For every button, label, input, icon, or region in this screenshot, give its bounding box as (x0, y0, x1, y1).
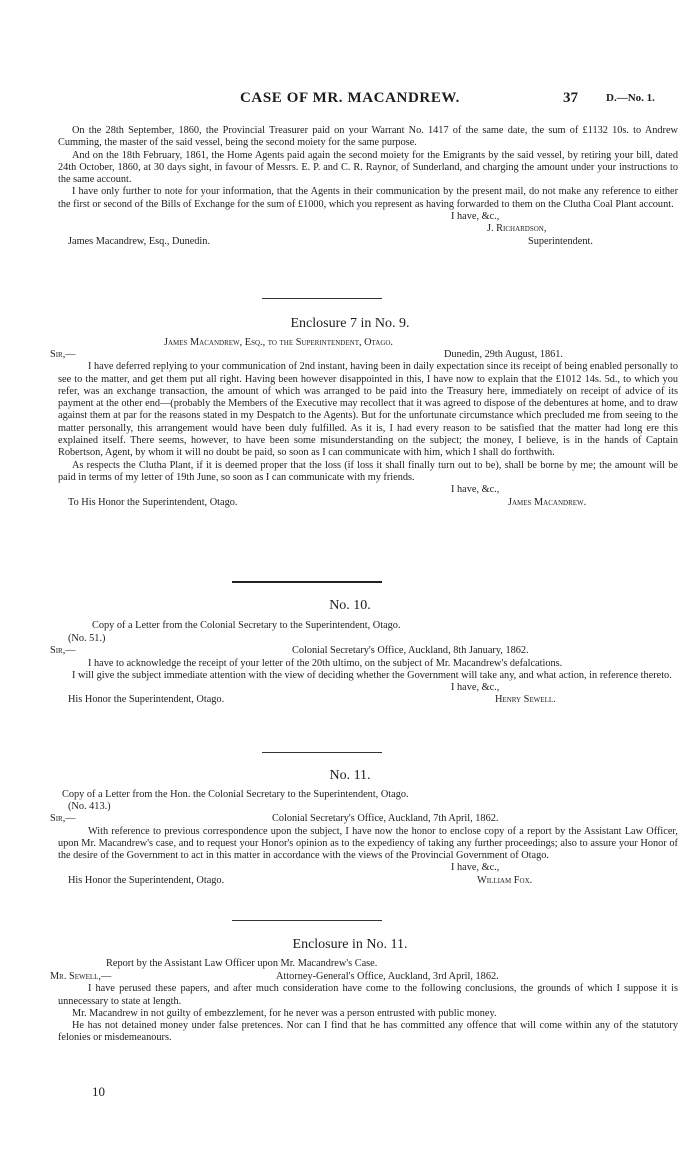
title-line: Copy of a Letter from the Hon. the Colonial Secretary to the Superintendent, Otago. (62, 789, 409, 800)
place-date: Attorney-General's Office, Auckland, 3rd April, 1862. (276, 971, 499, 982)
section-subtitle (58, 789, 682, 800)
salutation-row (50, 349, 678, 361)
paragraph: I have deferred replying to your communication of 2nd instant, having been in daily expectation since its receipt of being enabled personally to see to the matter, and get them put all right. Having been however disappointed in this, I have now to explain that the £1012 14s. 5d., to which you refer, was an exchange transaction, the amount of which was arranged to be paid into the Treasury here, immediately on receipt of advice of its payment at the other end—(probably the Members of the Executive may recollect that it was agreed to dispose of the debentures at home, and to draw against them at par for the reasons stated in my Despatch to the Agents). But for the unfortunate circumstance which precluded me from seeing to the matter personally, this arrangement would have been duly fulfilled. As it is, I had every reason to be satisfied that the matter had long ere this explained itself. There seems, however, to have been some misunderstanding on the subject; the money, I believe, is in the hands of Captain Robertson, Agent, by whom it will no doubt be paid, so soon as I can communicate with him, which I shall do forthwith. (58, 361, 678, 459)
enclosure-7-letter (50, 349, 678, 509)
signature: Henry Sewell. (495, 694, 556, 706)
place-date: Dunedin, 29th August, 1861. (444, 349, 563, 360)
page-title: CASE OF MR. MACANDREW. (239, 90, 460, 106)
paragraph: As respects the Clutha Plant, if it is deemed proper that the loss (if loss it shall finally turn out to be), shall be borne by me; the amount will be paid in terms of my letter of 19th June, so soon as I can communicate with my friends. (58, 459, 678, 483)
salutation-row (50, 645, 678, 657)
addressee-row (58, 875, 678, 887)
section-heading: No. 10. (329, 598, 371, 613)
divider (232, 581, 382, 583)
section-heading: Enclosure 7 in No. 9. (290, 316, 410, 331)
signature: James Macandrew. (508, 496, 587, 508)
letter-ref: (No. 413.) (68, 801, 111, 812)
ref-row (58, 801, 678, 813)
closing-row (58, 682, 678, 694)
addressee: His Honor the Superintendent, Otago. (68, 874, 225, 886)
title-line: Report by the Assistant Law Officer upon Mr. Macandrew's Case. (106, 958, 378, 969)
closing: I have, &c., (451, 211, 500, 223)
paragraph: On the 28th September, 1860, the Provincial Treasurer paid on your Warrant No. 1417 of the same date, the sum of £1132 10s. to Andrew Cumming, the master of the said vessel, being the second moiety for the same purpose. (58, 125, 678, 149)
section-subtitle: James Macandrew, Esq., to the Superintendent, Otago. (164, 337, 394, 348)
salutation-row (50, 813, 678, 825)
closing-row (58, 862, 678, 874)
title-line: Copy of a Letter from the Colonial Secretary to the Superintendent, Otago. (92, 620, 401, 631)
paragraph: I will give the subject immediate attention with the view of deciding whether the Government will take any, and what action, in reference thereto. (72, 669, 672, 681)
closing-row (58, 211, 678, 223)
divider (262, 298, 382, 299)
divider (232, 920, 382, 921)
divider (262, 752, 382, 753)
salutation: Sir,— (50, 813, 76, 825)
closing: I have, &c., (451, 484, 500, 496)
no-11-letter (50, 801, 678, 887)
ref-row (58, 633, 678, 645)
enclosure-11-report (50, 971, 678, 1045)
signature: William Fox. (477, 874, 533, 886)
closing: I have, &c., (451, 862, 500, 874)
signature-row (58, 223, 678, 235)
signature-title: Superintendent. (528, 235, 593, 247)
salutation: Mr. Sewell,— (50, 971, 112, 982)
intro-letter (58, 125, 678, 248)
addressee-row (58, 497, 678, 509)
addressee-row (58, 236, 678, 248)
salutation: Sir,— (50, 349, 76, 360)
addressee: His Honor the Superintendent, Otago. (68, 694, 225, 706)
salutation-row (50, 971, 678, 983)
section-subtitle (58, 958, 700, 969)
place-date: Colonial Secretary's Office, Auckland, 7th April, 1862. (272, 813, 499, 825)
no-10-letter (50, 633, 678, 707)
section-heading: Enclosure in No. 11. (292, 937, 408, 952)
paragraph: I have perused these papers, and after much consideration have come to the following conclusions, the grounds of which I suppose it is unnecessary to state at length. (58, 983, 678, 1007)
paragraph: Mr. Macandrew in not guilty of embezzlement, for he never was a person entrusted with public money. (72, 1007, 497, 1019)
paragraph: And on the 18th February, 1861, the Home Agents paid again the second moiety for the Emigrants by the said vessel, by retiring your bill, dated 24th October, 1860, at 30 days sight, in favour of Messrs. E. P. and C. R. Raynor, of Sunderland, and charging the amount under your instructions to the same account. (58, 149, 678, 186)
addressee: James Macandrew, Esq., Dunedin. (68, 235, 211, 247)
section-subtitle (58, 620, 700, 631)
paragraph: I have only further to note for your information, that the Agents in their communication by the present mail, do not make any reference to either the first or second of the Bills of Exchange for the sum of £1000, which you represent as having forwarded to them on the Clutha Coal Plant account. (58, 186, 678, 210)
letter-ref: (No. 51.) (68, 633, 106, 644)
place-date: Colonial Secretary's Office, Auckland, 8th January, 1862. (292, 645, 529, 657)
page-number: 37 (563, 90, 578, 106)
section-heading: No. 11. (329, 768, 371, 783)
paragraph: With reference to previous correspondence upon the subject, I have now the honor to enclose copy of a report by the Assistant Law Officer, upon Mr. Macandrew's case, and to request your Honor's opinion as to the expediency of taking any further proceedings; also to assure your Honor of the desire of the Government to act in this matter in accordance with the views of the Provincial Government of Otago. (58, 825, 678, 862)
sheet-number: 10 (92, 1084, 105, 1099)
closing-row (58, 484, 678, 496)
paragraph: He has not detained money under false pretences. Nor can I find that he has committed any offence that will come within any of the statutory felonies or misdemeanours. (58, 1020, 678, 1044)
addressee-row (58, 694, 678, 706)
addressee: To His Honor the Superintendent, Otago. (68, 496, 238, 508)
paragraph: I have to acknowledge the receipt of your letter of the 20th ultimo, on the subject of Mr. Macandrew's defalcations. (88, 657, 563, 669)
closing: I have, &c., (451, 682, 500, 694)
document-reference: D.—No. 1. (606, 92, 655, 104)
salutation: Sir,— (50, 645, 76, 657)
signature: J. Richardson, (487, 223, 547, 235)
